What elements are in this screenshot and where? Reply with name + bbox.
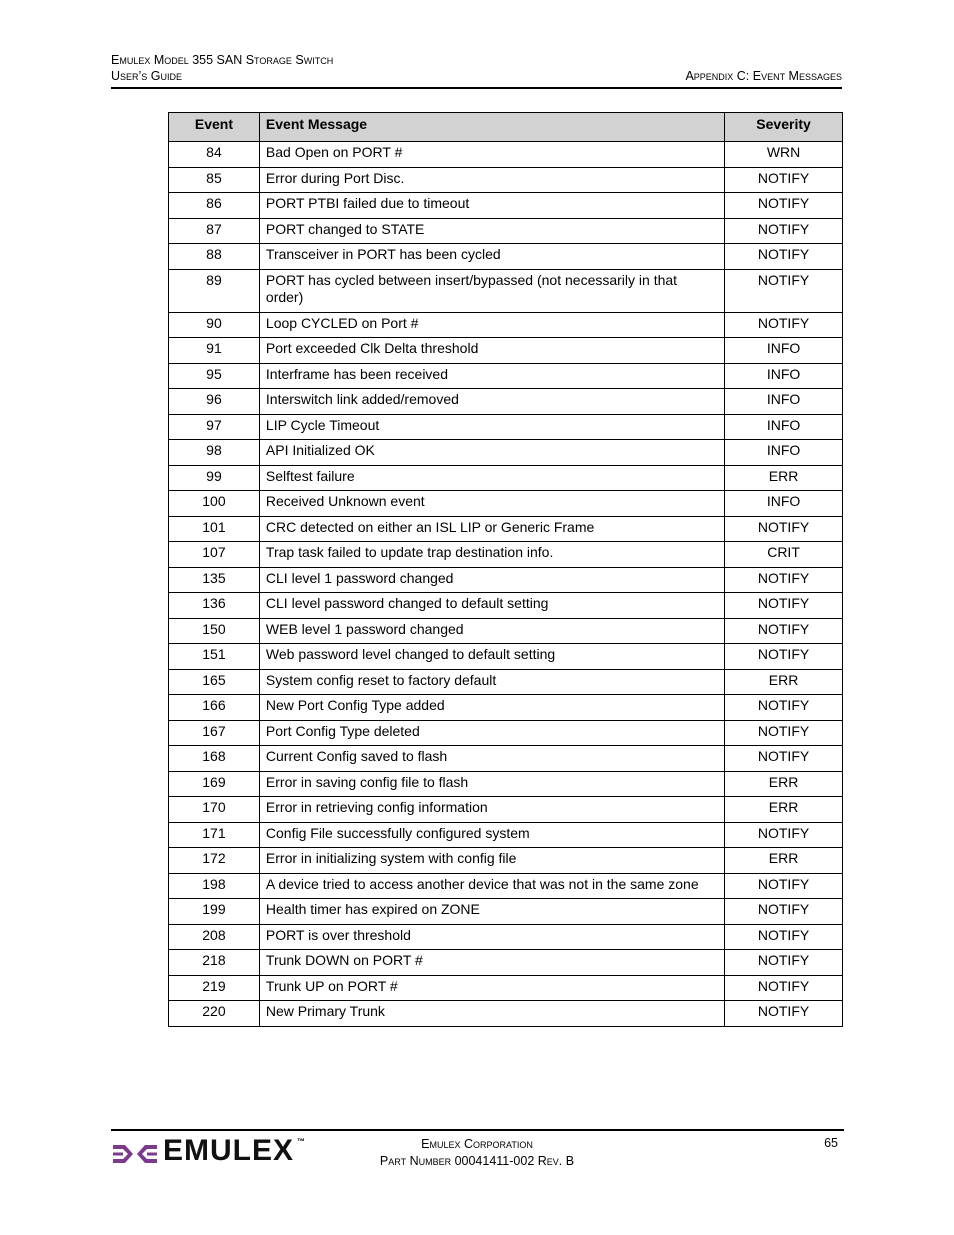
event-message-cell: LIP Cycle Timeout [259,414,724,440]
header-doc-subtitle: User’s Guide [111,69,183,83]
event-severity-cell: NOTIFY [725,593,843,619]
event-message-cell: CLI level password changed to default setting [259,593,724,619]
event-message-cell: Trunk DOWN on PORT # [259,950,724,976]
event-severity-cell: ERR [725,669,843,695]
table-row [169,269,843,312]
table-row [169,899,843,925]
event-number-cell: 219 [169,975,260,1001]
table-row [169,720,843,746]
event-number-cell: 135 [169,567,260,593]
event-severity-cell: INFO [725,389,843,415]
event-message-cell: Transceiver in PORT has been cycled [259,244,724,270]
table-row [169,167,843,193]
table-row [169,771,843,797]
event-severity-cell: NOTIFY [725,899,843,925]
event-number-cell: 168 [169,746,260,772]
event-message-cell: Trap task failed to update trap destination info. [259,542,724,568]
table-row [169,924,843,950]
event-message-cell: API Initialized OK [259,440,724,466]
footer-part-number: Part Number 00041411-002 Rev. B [379,1154,575,1168]
event-severity-cell: NOTIFY [725,193,843,219]
event-message-cell: Port Config Type deleted [259,720,724,746]
column-header-message: Event Message [259,113,724,142]
event-number-cell: 218 [169,950,260,976]
table-row [169,218,843,244]
event-severity-cell: NOTIFY [725,312,843,338]
event-number-cell: 171 [169,822,260,848]
event-severity-cell: INFO [725,440,843,466]
event-severity-cell: INFO [725,338,843,364]
event-message-cell: Trunk UP on PORT # [259,975,724,1001]
event-message-cell: Health timer has expired on ZONE [259,899,724,925]
header-doc-title: Emulex Model 355 SAN Storage Switch [111,53,334,67]
event-severity-cell: NOTIFY [725,244,843,270]
event-message-cell: New Port Config Type added [259,695,724,721]
table-row [169,695,843,721]
logo-trademark: ™ [297,1137,305,1146]
page-header [111,52,842,84]
event-number-cell: 99 [169,465,260,491]
event-message-cell: Interframe has been received [259,363,724,389]
table-row [169,193,843,219]
event-number-cell: 95 [169,363,260,389]
event-message-cell: Error during Port Disc. [259,167,724,193]
table-row [169,440,843,466]
event-number-cell: 166 [169,695,260,721]
event-severity-cell: NOTIFY [725,720,843,746]
event-number-cell: 97 [169,414,260,440]
event-number-cell: 107 [169,542,260,568]
table-row [169,414,843,440]
page-number: 65 [824,1136,838,1150]
event-severity-cell: NOTIFY [725,950,843,976]
table-row [169,542,843,568]
table-row [169,873,843,899]
event-message-cell: System config reset to factory default [259,669,724,695]
event-number-cell: 208 [169,924,260,950]
event-message-cell: PORT is over threshold [259,924,724,950]
table-row [169,142,843,168]
event-severity-cell: NOTIFY [725,924,843,950]
event-severity-cell: INFO [725,363,843,389]
event-message-cell: Error in saving config file to flash [259,771,724,797]
footer-company: Emulex Corporation [421,1137,533,1151]
event-severity-cell: ERR [725,465,843,491]
event-message-cell: Current Config saved to flash [259,746,724,772]
event-message-cell: Received Unknown event [259,491,724,517]
table-row [169,644,843,670]
event-number-cell: 88 [169,244,260,270]
event-message-cell: Port exceeded Clk Delta threshold [259,338,724,364]
event-number-cell: 198 [169,873,260,899]
event-number-cell: 167 [169,720,260,746]
event-severity-cell: NOTIFY [725,644,843,670]
event-number-cell: 84 [169,142,260,168]
table-row [169,567,843,593]
table-row [169,491,843,517]
event-severity-cell: NOTIFY [725,516,843,542]
event-severity-cell: ERR [725,797,843,823]
event-number-cell: 150 [169,618,260,644]
footer-rule [111,1129,844,1131]
event-severity-cell: NOTIFY [725,218,843,244]
event-severity-cell: NOTIFY [725,1001,843,1027]
event-message-cell: Bad Open on PORT # [259,142,724,168]
table-row [169,797,843,823]
event-message-cell: Interswitch link added/removed [259,389,724,415]
event-severity-cell: NOTIFY [725,618,843,644]
event-severity-cell: INFO [725,491,843,517]
table-row [169,975,843,1001]
event-number-cell: 89 [169,269,260,312]
event-message-cell: Web password level changed to default setting [259,644,724,670]
column-header-event: Event [169,113,260,142]
footer-center [300,1136,654,1170]
table-row [169,669,843,695]
event-message-cell: CRC detected on either an ISL LIP or Generic Frame [259,516,724,542]
event-severity-cell: ERR [725,771,843,797]
event-severity-cell: NOTIFY [725,167,843,193]
event-severity-cell: INFO [725,414,843,440]
event-message-cell: New Primary Trunk [259,1001,724,1027]
event-severity-cell: NOTIFY [725,695,843,721]
event-severity-cell: NOTIFY [725,873,843,899]
event-messages-table [168,112,843,1027]
event-message-cell: CLI level 1 password changed [259,567,724,593]
event-message-cell: Loop CYCLED on Port # [259,312,724,338]
column-header-severity: Severity [725,113,843,142]
event-number-cell: 220 [169,1001,260,1027]
event-number-cell: 87 [169,218,260,244]
table-body [169,142,843,1027]
event-severity-cell: WRN [725,142,843,168]
header-section-title: Appendix C: Event Messages [685,69,842,83]
event-number-cell: 172 [169,848,260,874]
event-number-cell: 91 [169,338,260,364]
event-message-cell: Selftest failure [259,465,724,491]
event-number-cell: 165 [169,669,260,695]
table-row [169,848,843,874]
event-number-cell: 98 [169,440,260,466]
event-message-cell: Config File successfully configured system [259,822,724,848]
event-number-cell: 100 [169,491,260,517]
table-row [169,244,843,270]
event-number-cell: 90 [169,312,260,338]
event-number-cell: 136 [169,593,260,619]
table-row [169,363,843,389]
event-number-cell: 85 [169,167,260,193]
table-row [169,950,843,976]
table-row [169,516,843,542]
event-message-cell: A device tried to access another device that was not in the same zone [259,873,724,899]
event-severity-cell: NOTIFY [725,567,843,593]
table-row [169,465,843,491]
header-rule [111,87,842,89]
event-number-cell: 86 [169,193,260,219]
table-row [169,312,843,338]
event-number-cell: 96 [169,389,260,415]
table-header-row [169,113,843,142]
event-message-cell: PORT changed to STATE [259,218,724,244]
event-message-cell: Error in retrieving config information [259,797,724,823]
event-number-cell: 199 [169,899,260,925]
event-number-cell: 169 [169,771,260,797]
table-row [169,1001,843,1027]
emulex-mark-icon [111,1137,159,1171]
emulex-logo [111,1134,311,1171]
event-message-cell: PORT has cycled between insert/bypassed (not necessarily in that order) [259,269,724,312]
event-severity-cell: NOTIFY [725,975,843,1001]
table-row [169,822,843,848]
event-message-cell: PORT PTBI failed due to timeout [259,193,724,219]
table-row [169,746,843,772]
event-number-cell: 151 [169,644,260,670]
event-severity-cell: NOTIFY [725,269,843,312]
table-row [169,338,843,364]
table-row [169,389,843,415]
event-severity-cell: ERR [725,848,843,874]
event-severity-cell: NOTIFY [725,746,843,772]
table-row [169,618,843,644]
event-severity-cell: NOTIFY [725,822,843,848]
event-message-cell: Error in initializing system with config file [259,848,724,874]
event-number-cell: 170 [169,797,260,823]
event-message-cell: WEB level 1 password changed [259,618,724,644]
table-row [169,593,843,619]
logo-wordmark: EMULEX [163,1134,295,1167]
event-number-cell: 101 [169,516,260,542]
event-severity-cell: CRIT [725,542,843,568]
